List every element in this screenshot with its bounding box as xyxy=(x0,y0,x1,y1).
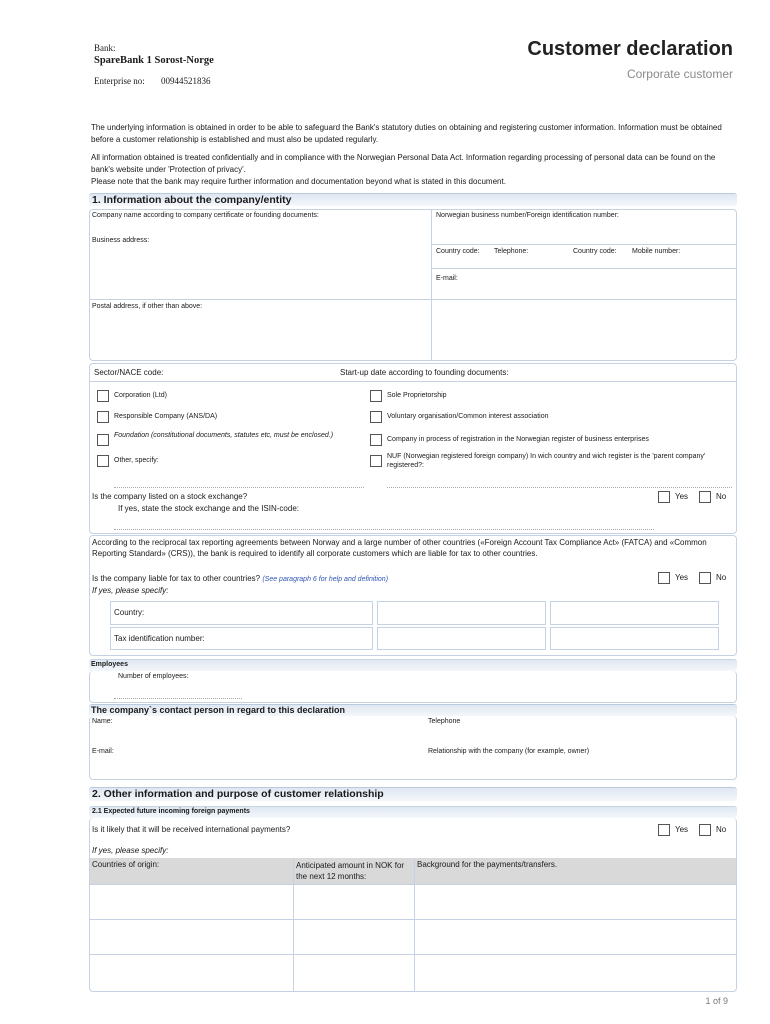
business-number-label: Norwegian business number/Foreign identification number: xyxy=(436,212,619,219)
country-code-label: Country code: xyxy=(436,248,480,255)
postal-address-label: Postal address, if other than above: xyxy=(92,303,203,310)
option-registration-process: Company in process of registration in the Norwegian register of business enterprises xyxy=(387,436,649,443)
checkbox-responsible-company[interactable] xyxy=(97,411,109,423)
checkbox-tax-no[interactable] xyxy=(699,572,711,584)
bank-name: SpareBank 1 Sorost-Norge xyxy=(94,55,214,66)
option-sole-proprietorship: Sole Proprietorship xyxy=(387,392,447,399)
payments-no-label: No xyxy=(716,825,727,834)
checkbox-sole-proprietorship[interactable] xyxy=(370,390,382,402)
option-corporation: Corporation (Ltd) xyxy=(114,392,167,399)
tax-no-label: No xyxy=(716,573,727,582)
section-2-heading: 2. Other information and purpose of customer relationship xyxy=(92,788,384,800)
employees-label: Number of employees: xyxy=(118,673,189,680)
tin-field-1[interactable] xyxy=(377,627,546,650)
country-field-1[interactable] xyxy=(377,601,546,625)
tax-question xyxy=(92,574,388,583)
checkbox-other[interactable] xyxy=(97,455,109,467)
business-number-field[interactable] xyxy=(436,222,732,240)
checkbox-registration-process[interactable] xyxy=(370,434,382,446)
table-header-countries: Countries of origin: xyxy=(92,860,160,869)
tax-question-text: Is the company liable for tax to other countries? xyxy=(92,574,261,583)
payments-if-yes-label: If yes, please specify: xyxy=(92,846,169,855)
company-name-field[interactable] xyxy=(92,222,428,236)
stock-no-label: No xyxy=(716,492,727,501)
checkbox-nuf[interactable] xyxy=(370,455,382,467)
contact-email-label: E-mail: xyxy=(92,748,114,755)
country-row xyxy=(110,601,373,625)
enterprise-label: Enterprise no: xyxy=(94,76,145,86)
postal-address-field[interactable] xyxy=(92,314,428,356)
checkbox-payments-no[interactable] xyxy=(699,824,711,836)
option-responsible-company: Responsible Company (ANS/DA) xyxy=(114,413,218,420)
payments-question: Is it likely that it will be received international payments? xyxy=(92,825,291,834)
email-label: E-mail: xyxy=(436,275,458,282)
stock-exchange-question: Is the company listed on a stock exchange? xyxy=(92,492,248,501)
tin-field-2[interactable] xyxy=(550,627,719,650)
section-1-header xyxy=(89,193,737,206)
contact-name-label: Name: xyxy=(92,718,113,725)
table-row-3-amount[interactable] xyxy=(294,955,413,990)
option-nuf: NUF (Norwegian registered foreign company) In wich country and wich register is the 'parent company' registered?: xyxy=(387,453,706,469)
table-row-2-background[interactable] xyxy=(415,920,735,953)
section-2-header xyxy=(89,787,737,801)
email-field[interactable] xyxy=(466,273,732,289)
tin-label: Tax identification number: xyxy=(114,634,205,643)
payments-yes-label: Yes xyxy=(675,825,689,834)
option-voluntary-organisation: Voluntary organisation/Common interest association xyxy=(387,413,549,420)
checkbox-stock-no[interactable] xyxy=(699,491,711,503)
employees-heading: Employees xyxy=(91,661,128,668)
intro-paragraph-3: Please note that the bank may require further information and documentation beyond what is stated in this document. xyxy=(91,177,506,186)
contact-telephone-label: Telephone xyxy=(428,718,461,725)
checkbox-payments-yes[interactable] xyxy=(658,824,670,836)
checkbox-foundation[interactable] xyxy=(97,434,109,446)
intro-paragraph-2: All information obtained is treated confidentially and in compliance with the Norwegian Personal Data Act. Information regarding processing of personal data can be found on the bank's website under 'Protection of privacy'. xyxy=(91,153,716,174)
employees-field[interactable] xyxy=(114,697,242,699)
intro-paragraph-1: The underlying information is obtained in order to be able to safeguard the Bank's statutory duties on obtaining and registering customer information. Information must be obtained before a customer relationship is established and must also be updated regularly. xyxy=(91,123,722,144)
business-address-field[interactable] xyxy=(92,248,428,296)
country-field-2[interactable] xyxy=(550,601,719,625)
stock-exchange-followup: If yes, state the stock exchange and the ISIN-code: xyxy=(118,504,299,513)
fatca-text: According to the reciprocal tax reporting agreements between Norway and a large number of other countries («Foreign Account Tax Compliance Act» (FATCA) and «Common Reporting Standard» (CRS)), the bank is required to identify all corporate customers which are liable for tax to other countries. xyxy=(92,538,707,558)
checkbox-voluntary-organisation[interactable] xyxy=(370,411,382,423)
sector-label: Sector/NACE code: xyxy=(94,368,164,377)
tax-question-hint[interactable]: (See paragraph 6 for help and definition) xyxy=(262,576,389,583)
stock-yes-label: Yes xyxy=(675,492,689,501)
table-row-2-country[interactable] xyxy=(91,920,292,953)
checkbox-corporation[interactable] xyxy=(97,390,109,402)
table-row-1-amount[interactable] xyxy=(294,885,413,918)
employees-header xyxy=(89,659,737,671)
startup-date-label: Start-up date according to founding documents: xyxy=(340,368,509,377)
tax-yes-label: Yes xyxy=(675,573,689,582)
checkbox-tax-yes[interactable] xyxy=(658,572,670,584)
table-row-3-country[interactable] xyxy=(91,955,292,990)
bank-label: Bank: xyxy=(94,43,116,53)
company-name-label: Company name according to company certificate or founding documents: xyxy=(92,212,319,219)
tax-if-yes-label: If yes, please specify: xyxy=(92,586,169,595)
country-label: Country: xyxy=(114,608,145,617)
business-address-label: Business address: xyxy=(92,237,150,244)
contact-heading: The company`s contact person in regard to this declaration xyxy=(91,705,346,715)
country-code-2-label: Country code: xyxy=(573,248,617,255)
checkbox-stock-yes[interactable] xyxy=(658,491,670,503)
option-foundation: Foundation (constitutional documents, statutes etc, must be enclosed.) xyxy=(114,432,334,439)
page-subtitle: Corporate customer xyxy=(626,67,733,81)
telephone-label: Telephone: xyxy=(494,248,529,255)
stock-exchange-field[interactable] xyxy=(114,528,654,530)
table-header-background: Background for the payments/transfers. xyxy=(417,860,558,869)
contact-relationship-label: Relationship with the company (for example, owner) xyxy=(428,748,590,755)
contact-box xyxy=(89,716,737,780)
mobile-number-label: Mobile number: xyxy=(632,248,681,255)
table-row-2-amount[interactable] xyxy=(294,920,413,953)
table-row-3-background[interactable] xyxy=(415,955,735,990)
table-row-1-background[interactable] xyxy=(415,885,735,918)
page-title: Customer declaration xyxy=(527,38,733,60)
section-2-1-header xyxy=(89,806,737,818)
option-other: Other, specify: xyxy=(114,457,159,464)
section-2-1-heading: 2.1 Expected future incoming foreign payments xyxy=(92,808,250,815)
contact-header xyxy=(89,704,737,716)
page-number: 1 of 9 xyxy=(705,996,728,1006)
enterprise-number: 00944521836 xyxy=(161,76,211,86)
table-row-1-country[interactable] xyxy=(91,885,292,918)
section-1-heading: 1. Information about the company/entity xyxy=(92,194,292,206)
table-header-amount: Anticipated amount in NOK for the next 12 months: xyxy=(296,861,405,881)
